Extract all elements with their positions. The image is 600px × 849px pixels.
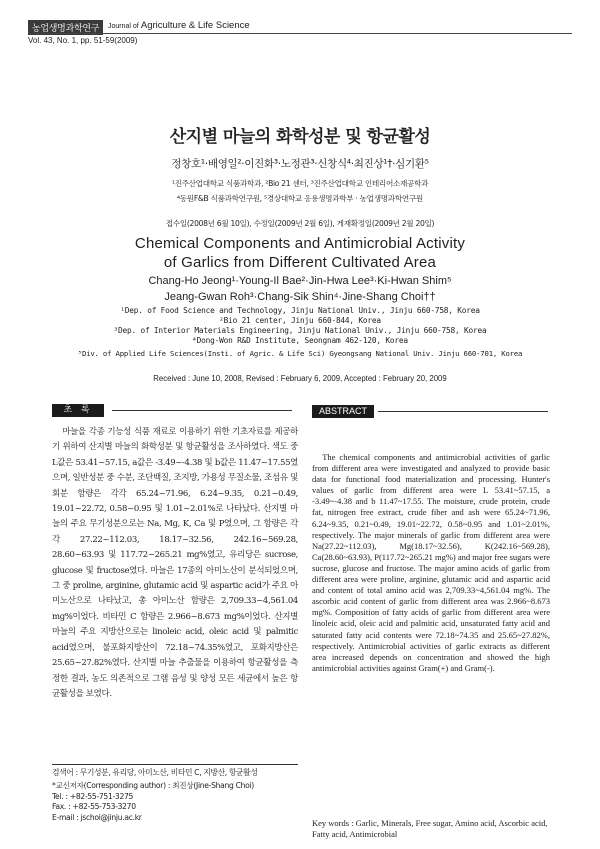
authors-korean: 정창호¹·배영일²·이진화³·노정관³·신창식⁴·최진상¹†·심기환⁵ [171,158,429,170]
authors-english-line: Jeang-Gwan Roh³·Chang-Sik Shin⁴·Jine-Shang Choi†† [164,291,436,303]
correspondence-line: Fax. : +82-55-753-3270 [52,802,136,812]
abstract-english-label: ABSTRACT [312,405,374,418]
received-dates: Received : June 10, 2008, Revised : February 6, 2009, Accepted : February 20, 2009 [153,374,447,383]
abstract-korean-label: 초 록 [52,404,104,417]
correspondence-line: Tel. : +82-55-751-3275 [52,791,134,801]
volume-info: Vol. 43, No. 1, pp. 51-59(2009) [28,36,138,45]
correspondence-line: *교신저자(Corresponding author) : 최진상(Jine-Shang Choi) [52,781,254,790]
keywords-korean: 검색어 : 무기성분, 유리당, 아미노산, 비타민 C, 지방산, 항균활성 [52,768,258,777]
abstract-korean-rule [112,410,292,411]
authors-english-line: Chang-Ho Jeong¹·Young-Il Bae²·Jin-Hwa Lee³·Ki-Hwan Shim⁵ [148,275,452,287]
journal-title [108,20,250,31]
keywords-top-rule [52,764,298,765]
journal-prefix: Journal of [108,23,139,30]
title-korean: 산지별 마늘의 화학성분 및 항균활성 [169,127,431,147]
affiliation-english-line: ²Bio 21 center, Jinju 660-844, Korea [219,316,381,325]
affiliation-english-line: ³Dep. of Interior Materials Engineering, Jinju National Univ., Jinju 660-758, Korea [113,326,487,335]
title-english-line: of Garlics from Different Cultivated Area [163,254,437,271]
abstract-english-rule [378,411,548,412]
affiliation-korean-line: ⁴동원F&B 식품과학연구원, ⁵경상대학교 응용생명과학부 · 농업생명과학연구원 [177,194,423,203]
journal-badge: 농업생명과학연구 [28,20,103,35]
affiliation-english-line: ⁴Dong-Won R&D Institute, Seongnam 462-120, Korea [192,336,408,345]
affiliation-korean-line: ¹진주산업대학교 식품과학과, ²Bio 21 센터, ³진주산업대학교 인테리어소재공학과 [171,179,429,188]
abstract-english: The chemical components and antimicrobial activities of garlic from different area were investigated and analyzed to provide basic data for functional food materialization and processing. Hunter's values of garlic from different area were L 53.41~57.15, a -3.49~-4.38 and b 11.47~17.55. The moisture, crude protein, crude fat, nitrogen free extract, crude fiber and ash were 65.24~71.96, 6.24~9.35, 0.21~0.49, 19.01~22.72, 0.58~0.95 and 1.01~2.01%, respectively. The major minerals of garlic from different area were Na(27.22~112.03), Mg(18.17~32.56), K(242.16~569.28), Ca(28.60~63.93), P(117.72~265.21 mg%) and major free sugars were sucrose, glucose and fructose. The major amino acids of garlic from different area were proline, arginine, glutamic acid and aspartic acid and content of total amino acid was 2,709.33~4,561.04 mg%. The ascorbic acid content of garlic from different area was 2.966~8.673 mg%. Composition of fatty acids of garlic from different area were linoleic acid, oleic acid and palmitic acid, unsaturated fatty acid and saturated fatty acid contents were 72.18~74.35 and 25.65~27.82%, respectively. Antimicrobial activities of garlic extracts as different area increased depends on concentration and showed the high antimicrobial activities against Gram(+) and Gram(-). [312,452,550,673]
correspondence-info [52,781,298,823]
dates-korean: 접수일(2008년 6월 10일), 수정일(2009년 2월 6일), 게재확정일(2009년 2월 20일) [165,219,435,228]
title-english [0,234,600,272]
affiliation-english-line: ⁵Div. of Applied Life Sciences(Insti. of Agric. & Life Sci) Gyeongsang National Univ. Jinju 660-701, Korea [77,349,523,358]
header-rule [28,33,572,34]
correspondence-line: E-mail : jschoi@jinju.ac.kr [52,812,142,822]
title-english-line: Chemical Components and Antimicrobial Activity [134,235,466,252]
affiliation-english-line: ¹Dep. of Food Science and Technology, Jinju National Univ., Jinju 660-758, Korea [120,306,480,315]
keywords-english: Key words : Garlic, Minerals, Free sugar, Amino acid, Ascorbic acid, Fatty acid, Antimicrobial [312,818,548,839]
journal-name: Agriculture & Life Science [140,20,250,31]
abstract-korean: 마늘을 각종 기능성 식품 재료로 이용하기 위한 기초자료를 제공하기 위하여 산지별 마늘의 화학성분 및 항균활성을 조사하였다. 색도 중 L값은 53.41~57.15, a값은 -3.49~-4.38 및 b값은 11.47~17.55였으며, 일반성분 중 수분, 조단백질, 조지방, 가용성 무질소물, 조섬유 및 회분 함량은 각각 65.24~71.96, 6.24~9.35, 0.21~0.49, 19.01~22.72, 0.58~0.95 및 1.01~2.01%로 나타났다. 산지별 마늘의 주요 무기성분으로는 Na, Mg, K, Ca 및 P였으며, 그 함량은 각각 27.22~112.03, 18.17~32.56, 242.16~569.28, 28.60~63.93 및 117.72~265.21 mg%였고, 유리당은 sucrose, glucose 및 fructose였다. 마늘은 17종의 아미노산이 분석되었으며, 그 중 proline, arginine, glutamic acid 및 aspartic acid가 주요 아미노산으로 나타났고, 총 아미노산 함량은 2,709.33~4,561.04 mg%이었다. 비타민 C 함량은 2.966~8.673 mg%이었다. 산지별 마늘의 주요 지방산으로는 linoleic acid, oleic acid 및 palmitic acid였으며, 불포화지방산이 72.18~74.35%였고, 포화지방산은 25.65~27.82%였다. 산지별 마늘 추출물을 이용하여 항균활성을 측정한 결과, 농도 의존적으로 그램 음성 및 양성 모든 세균에서 높은 항균활성을 보였다. [52,427,298,699]
